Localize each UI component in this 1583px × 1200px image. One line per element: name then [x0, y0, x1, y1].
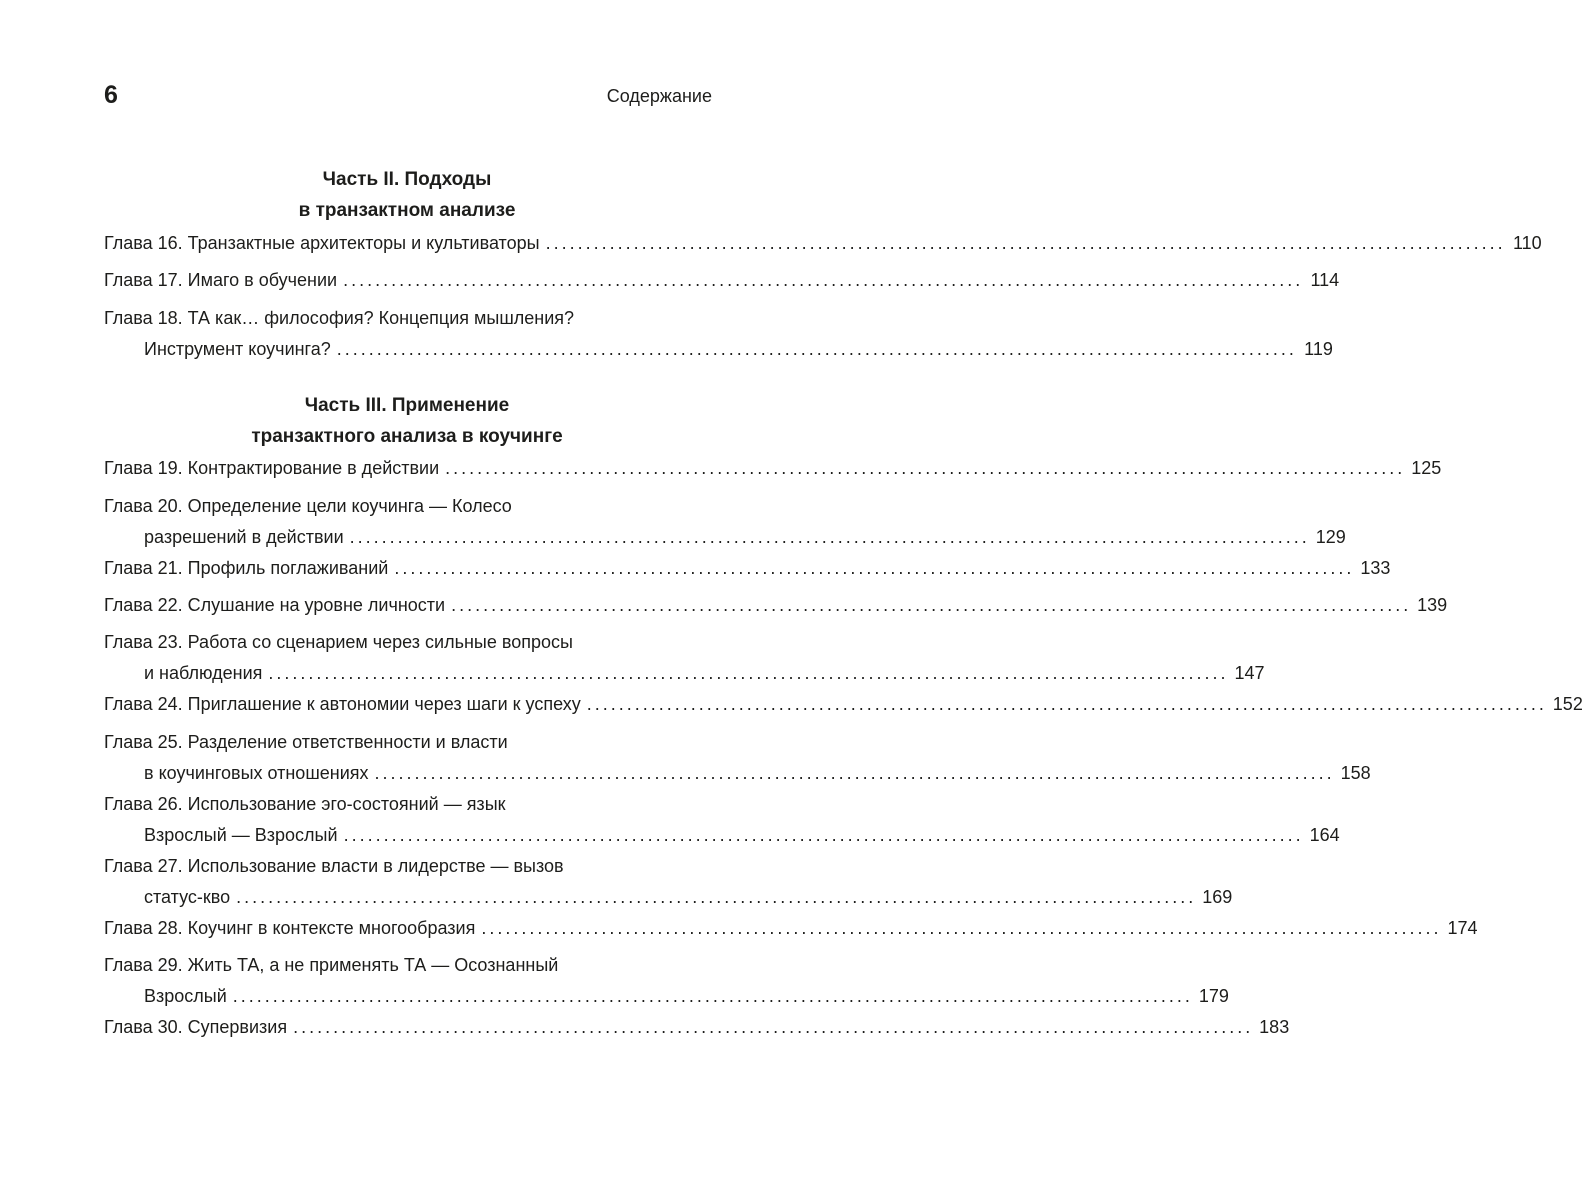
toc-entry-chapter-24[interactable]	[104, 689, 1583, 720]
dot-leader: ........................................................................................................................	[293, 1017, 1254, 1037]
toc-entry-chapter-22[interactable]	[104, 590, 1448, 621]
toc-entry-chapter-26[interactable]	[104, 789, 1340, 851]
page-reference: 114	[1310, 270, 1340, 290]
dot-leader: ........................................................................................................................	[445, 458, 1406, 478]
dot-leader: ........................................................................................................................	[374, 763, 1335, 783]
part-3-title-line-2: транзактного анализа в коучинге	[251, 426, 563, 447]
toc-entry-chapter-23[interactable]	[104, 627, 1265, 689]
toc-entry-chapter-29[interactable]	[104, 950, 1229, 1012]
page-reference: 129	[1315, 527, 1346, 547]
chapter-title-continuation: разрешений в действии	[144, 527, 344, 547]
chapter-title-continuation: в коучинговых отношениях	[144, 763, 369, 783]
running-title: Содержание	[606, 86, 712, 106]
dot-leader: ........................................................................................................................	[343, 270, 1304, 290]
toc-entry-chapter-21[interactable]	[104, 553, 1391, 584]
chapter-title-continuation: Взрослый — Взрослый	[144, 825, 338, 845]
part-2-title-line-1: Часть II. Подходы	[322, 169, 492, 190]
page-reference: 158	[1340, 763, 1371, 783]
chapter-title: Глава 17. Имаго в обучении	[104, 270, 338, 290]
dot-leader: ........................................................................................................................	[545, 233, 1506, 253]
chapter-title: Глава 24. Приглашение к автономии через шаги к успеху	[104, 694, 581, 714]
dot-leader: ........................................................................................................................	[586, 694, 1547, 714]
page-reference: 119	[1304, 339, 1333, 359]
toc-entry-chapter-30[interactable]	[104, 1012, 1290, 1043]
page-reference: 183	[1259, 1017, 1290, 1037]
toc-entry-chapter-19[interactable]	[104, 453, 1442, 484]
page-reference: 164	[1309, 825, 1340, 845]
chapter-title: Глава 18. ТА как… философия? Концепция мышления?	[104, 308, 575, 328]
chapter-title-continuation: Инструмент коучинга?	[144, 339, 331, 359]
toc-entry-chapter-27[interactable]	[104, 851, 1233, 913]
dot-leader: ........................................................................................................................	[236, 887, 1197, 907]
page-reference: 152	[1552, 694, 1583, 714]
toc-entry-chapter-28[interactable]	[104, 913, 1478, 944]
chapter-title-continuation: статус-кво	[144, 887, 231, 907]
page-number: 6	[104, 81, 118, 109]
dot-leader: ........................................................................................................................	[394, 558, 1355, 578]
toc-entry-chapter-20[interactable]	[104, 491, 1346, 553]
dot-leader: ........................................................................................................................	[232, 986, 1193, 1006]
page-reference: 133	[1360, 558, 1391, 578]
chapter-title: Глава 30. Супервизия	[104, 1017, 288, 1037]
dot-leader: ........................................................................................................................	[268, 663, 1229, 683]
chapter-title: Глава 16. Транзактные архитекторы и культиваторы	[104, 233, 540, 253]
page-reference: 125	[1411, 458, 1442, 478]
page-reference: 139	[1417, 595, 1448, 615]
page-reference: 147	[1234, 663, 1265, 683]
part-2-title-line-2: в транзактном анализе	[298, 200, 516, 221]
dot-leader: ........................................................................................................................	[343, 825, 1304, 845]
toc-entry-chapter-16[interactable]	[104, 228, 1542, 259]
chapter-title: Глава 19. Контрактирование в действии	[104, 458, 440, 478]
dot-leader: ........................................................................................................................	[481, 918, 1442, 938]
toc-entry-chapter-18[interactable]	[104, 303, 1333, 365]
part-2-title	[104, 164, 710, 226]
dot-leader: ........................................................................................................................	[451, 595, 1412, 615]
page-reference: 169	[1202, 887, 1233, 907]
chapter-title: Глава 27. Использование власти в лидерстве — вызов	[104, 856, 564, 876]
part-3-title-line-1: Часть III. Применение	[304, 395, 510, 416]
page-reference: 179	[1198, 986, 1229, 1006]
toc-entry-chapter-25[interactable]	[104, 727, 1371, 789]
page-reference: 110	[1512, 233, 1542, 253]
chapter-title: Глава 29. Жить ТА, а не применять ТА — Осознанный	[104, 955, 559, 975]
chapter-title: Глава 23. Работа со сценарием через сильные вопросы	[104, 632, 573, 652]
page-reference: 174	[1447, 918, 1478, 938]
chapter-title: Глава 25. Разделение ответственности и власти	[104, 732, 508, 752]
dot-leader: ........................................................................................................................	[336, 339, 1297, 359]
chapter-title: Глава 26. Использование эго-состояний — язык	[104, 794, 506, 814]
part-3-title	[104, 390, 710, 452]
chapter-title-continuation: Взрослый	[144, 986, 227, 1006]
chapter-title: Глава 28. Коучинг в контексте многообразия	[104, 918, 476, 938]
toc-entry-chapter-17[interactable]	[104, 265, 1340, 296]
chapter-title: Глава 22. Слушание на уровне личности	[104, 595, 446, 615]
chapter-title: Глава 20. Определение цели коучинга — Колесо	[104, 496, 512, 516]
chapter-title: Глава 21. Профиль поглаживаний	[104, 558, 389, 578]
chapter-title-continuation: и наблюдения	[144, 663, 263, 683]
dot-leader: ........................................................................................................................	[349, 527, 1310, 547]
